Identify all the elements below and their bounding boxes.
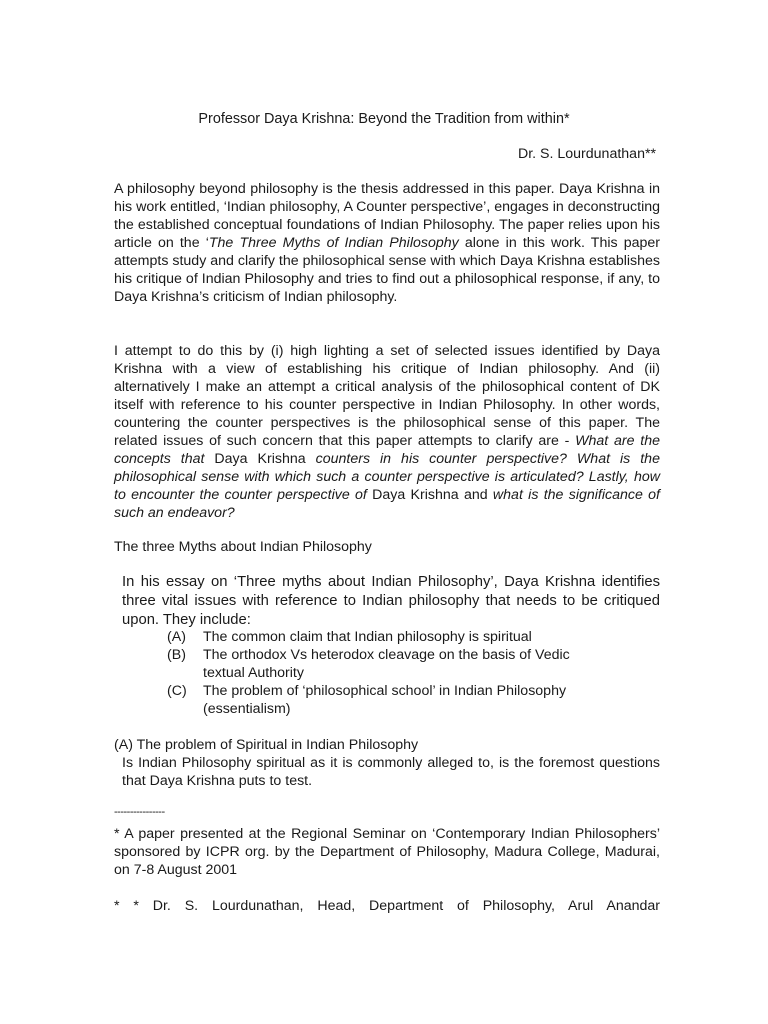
question-italic-3: what is the significance of such an endeavor? [114,487,660,521]
section-heading: The three Myths about Indian Philosophy [114,539,372,555]
list-text: The orthodox Vs heterodox cleavage on the basis of Vedic textual Authority [203,647,570,681]
method-paragraph [114,342,660,522]
footnote-1: * A paper presented at the Regional Seminar on ‘Contemporary Indian Philosophers’ sponsored by ICPR org. by the Department of Philosophy, Madura College, Madurai, on 7-8 August 2001 [114,826,660,878]
list-label: (C) [167,683,187,699]
list-label: (A) [167,629,186,645]
list-item [167,682,587,718]
list-item [167,628,587,646]
article-title-italic: The Three Myths of Indian Philosophy [208,235,459,251]
list-text: The common claim that Indian philosophy is spiritual [203,629,532,645]
question-italic-2: counters in his counter perspective? What is the philosophical sense with which such a counter perspective is articulated? Lastly, how to encounter the counter perspective of [114,451,660,503]
method-plain-1: Daya Krishna [204,451,316,467]
method-text: I attempt to do this by (i) high lighting a set of selected issues identified by Daya Krishna with a view of establishing his critique of Indian philosophy. And (ii) alternatively I make an attempt a critical analysis of the philosophical content of DK itself with reference to his counter perspective in Indian Philosophy. In other words, countering the counter perspectives is the philosophical sense of this paper. The related issues of such concern that this paper attempts to clarify are - [114,343,660,449]
author-name: Dr. S. Lourdunathan** [517,146,656,162]
myths-list [167,628,587,718]
list-label: (B) [167,647,186,663]
paper-title: Professor Daya Krishna: Beyond the Tradition from within* [198,111,570,127]
method-plain-2: Daya Krishna and [366,487,493,503]
essay-intro: In his essay on ‘Three myths about Indian Philosophy’, Daya Krishna identifies three vital issues with reference to Indian philosophy that needs to be critiqued upon. They include: [122,574,660,628]
abstract-text-2: alone in this work. This paper attempts study and clarify the philosophical sense with which Daya Krishna establishes his critique of Indian Philosophy and tries to find out a philosophical response, if any, to Daya Krishna’s criticism of Indian philosophy. [114,235,661,305]
subsection-heading: (A) The problem of Spiritual in Indian Philosophy [114,737,419,753]
spiritual-paragraph: Is Indian Philosophy spiritual as it is commonly alleged to, is the foremost questions that Daya Krishna puts to test. [122,755,660,789]
question-italic-1: What are the concepts that [114,433,660,467]
abstract-text-1: A philosophy beyond philosophy is the thesis addressed in this paper. Daya Krishna in his work entitled, ‘Indian philosophy, A Counter perspective’, engages in deconstructing the established conceptual foundations of Indian Philosophy. The paper relies upon his article on the ‘ [114,181,660,251]
footnote-2: * * Dr. S. Lourdunathan, Head, Department of Philosophy, Arul Anandar [114,898,660,914]
list-text: The problem of ‘philosophical school’ in Indian Philosophy (essentialism) [203,683,567,717]
list-item [167,646,587,682]
footnote-separator: ---------------- [114,806,165,818]
abstract-paragraph [114,180,660,306]
